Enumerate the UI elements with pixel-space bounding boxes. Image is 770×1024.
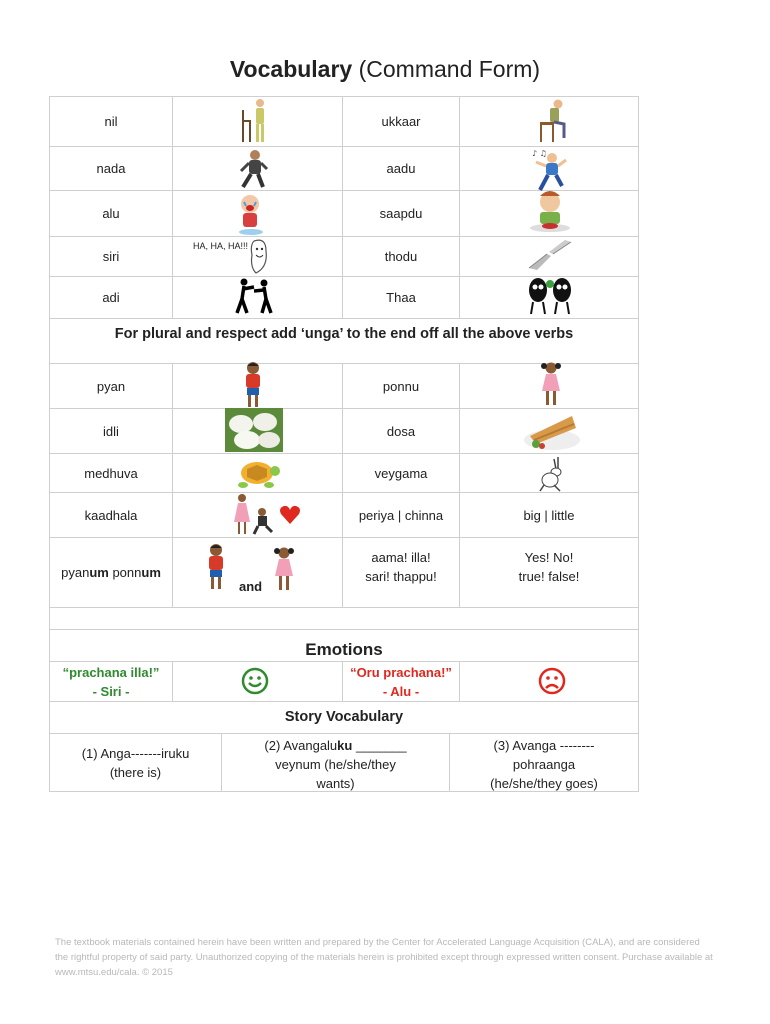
laughing-figure-icon [246, 237, 272, 277]
phrase-line: sari! thappu! [365, 569, 437, 584]
verb-label: aadu [386, 161, 416, 176]
story-line: (there is) [109, 764, 162, 780]
happy-quote: “prachana illa!” [62, 664, 160, 680]
fighting-figures-icon [234, 277, 274, 317]
dosa-icon [522, 410, 582, 452]
laugh-caption: HA, HA, HA!!! [193, 241, 249, 251]
verb-label: ukkaar [381, 114, 421, 129]
crying-child-icon [234, 192, 268, 236]
picture-cell [173, 538, 343, 608]
noun-cell [343, 364, 460, 409]
sad-quote: “Oru prachana!” [350, 664, 452, 680]
plural-note-row [50, 319, 639, 364]
noun-cell [50, 454, 173, 493]
verb-label: siri [102, 249, 120, 264]
turtle-icon [233, 455, 281, 491]
copyright-footer: The textbook materials contained herein have been written and prepared by the Center for Accelerated Language Acquisition (CALA), and are considered the rightful property of said party. Unauthorized copying of the materials herein is prohibited except through expressed written consent. Purchase available at www.mtsu.edu/cala. © 2015 [55, 937, 713, 978]
verb-label: Thaa [386, 290, 416, 305]
verb-cell [50, 277, 173, 319]
verb-cell [343, 97, 460, 147]
phrases-cell [343, 538, 460, 608]
boy-icon [241, 361, 265, 409]
phrase-line: true! false! [518, 569, 580, 584]
verb-label: saapdu [379, 206, 423, 221]
verb-cell [343, 277, 460, 319]
proposal-couple-icon [230, 492, 276, 538]
noun-cell [460, 493, 639, 538]
walking-man-icon [235, 149, 271, 191]
verb-cell [343, 147, 460, 191]
story-line: (3) Avanga -------- [493, 738, 595, 753]
girl-icon [540, 361, 562, 407]
happy-name: - Siri - [92, 683, 130, 699]
phrase-line: aama! illa! [371, 550, 431, 565]
noun-cell [50, 364, 173, 409]
pair-cell [50, 538, 173, 608]
heart-icon [279, 505, 301, 525]
spacer-row [50, 608, 639, 630]
verb-cell [343, 237, 460, 277]
noun-label: idli [103, 423, 119, 439]
noun-label: pyan [96, 378, 126, 394]
verb-label: thodu [384, 249, 418, 264]
noun-label: kaadhala [84, 507, 138, 523]
noun-label: medhuva [84, 465, 138, 481]
noun-cell [343, 493, 460, 538]
noun-label: periya | chinna [358, 507, 444, 523]
noun-cell [343, 454, 460, 493]
page-title: Vocabulary (Command Form) [229, 56, 541, 82]
and-label: and [239, 579, 263, 594]
verb-label: nada [96, 161, 126, 176]
noun-label: dosa [386, 423, 416, 439]
plural-note: For plural and respect add ‘unga’ to the end off all the above verbs [114, 326, 574, 342]
emotions-heading: Emotions [305, 640, 383, 659]
sad-name: - Alu - [382, 683, 420, 699]
story-heading: Story Vocabulary [284, 709, 404, 725]
noun-label: veygama [374, 465, 428, 481]
story-line: veynum (he/she/they [275, 757, 396, 772]
hands-touching-icon [527, 238, 573, 272]
happy-quote-cell [50, 662, 173, 702]
emotions-heading-row [50, 630, 639, 662]
girl-icon [273, 546, 295, 592]
story-line: wants) [316, 776, 355, 791]
verb-cell [50, 237, 173, 277]
svg-text:♪ ♫: ♪ ♫ [532, 149, 547, 158]
story-line: pohraanga [512, 757, 576, 772]
story-line: (1) Anga-------iruku [81, 745, 190, 761]
pair-label: pyanum ponnum [61, 565, 161, 580]
sad-face-icon [538, 667, 566, 695]
noun-label: ponnu [382, 378, 420, 394]
man-eating-icon [526, 188, 574, 236]
verb-cell [343, 191, 460, 237]
story-heading-row [50, 702, 639, 734]
story-line: (he/she/they goes) [490, 776, 598, 791]
standing-man-icon [238, 98, 270, 146]
rabbit-icon [536, 455, 566, 493]
happy-face-icon [241, 667, 269, 695]
phrase-line: Yes! No! [524, 550, 574, 565]
noun-label: big | little [523, 507, 575, 523]
story-cell [222, 734, 450, 792]
phrases-cell [460, 538, 639, 608]
verb-cell [50, 191, 173, 237]
verb-cell [50, 97, 173, 147]
idli-icon [225, 408, 283, 452]
sad-quote-cell [343, 662, 460, 702]
story-cell [450, 734, 639, 792]
verb-label: nil [104, 114, 118, 129]
giving-figures-icon [527, 274, 573, 316]
verb-label: alu [102, 206, 120, 221]
story-cell [50, 734, 222, 792]
sitting-man-icon [530, 98, 570, 144]
noun-cell [50, 409, 173, 454]
noun-cell [343, 409, 460, 454]
story-line: (2) Avangaluku _______ [264, 738, 407, 753]
verb-label: adi [102, 290, 120, 305]
dancing-boy-icon [530, 146, 570, 194]
boy-icon [204, 543, 228, 591]
noun-cell [50, 493, 173, 538]
verb-cell [50, 147, 173, 191]
